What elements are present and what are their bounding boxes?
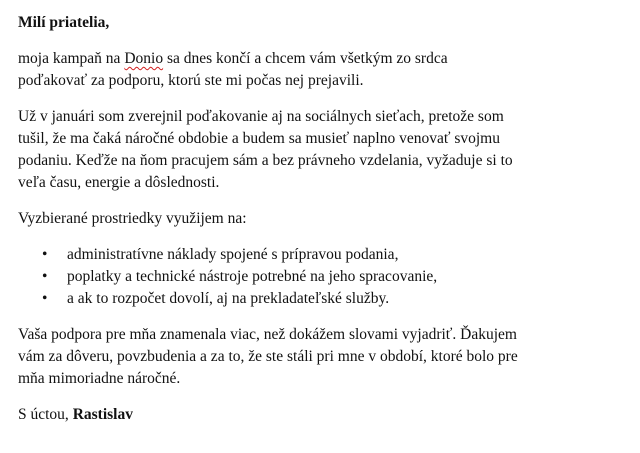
spellcheck-flagged-word[interactable]: Donio [124,50,164,67]
closing: S úctou, [18,406,69,423]
paragraph-context [18,106,634,194]
paragraph-context-line-1: Už v januári som zverejnil poďakovanie aj na sociálnych sieťach, pretože som [18,108,504,125]
paragraph-thanks-line-1-start: moja kampaň na [18,50,125,67]
bullet-icon: • [42,290,48,307]
paragraph-thanks [18,48,634,92]
signer-name: Rastislav [72,406,133,423]
paragraph-thanks-line-1 [18,48,634,70]
list-item-text: administratívne náklady spojené s prípravou podania, [67,246,399,263]
paragraph-gratitude-line-3: mňa mimoriadne náročné. [18,370,181,387]
paragraph-gratitude-line-1: Vaša podpora pre mňa znamenala viac, než dokážem slovami vyjadriť. Ďakujem [18,326,517,343]
signature-line [18,404,634,426]
paragraph-gratitude-line-2: vám za dôveru, povzbudenia a za to, že ste stáli pri mne v období, ktoré bolo pre [18,348,518,365]
paragraph-context-line-3: podaniu. Keďže na ňom pracujem sám a bez právneho vzdelania, vyžaduje si to [18,152,513,169]
paragraph-context-line-4: veľa času, energie a dôslednosti. [18,174,220,191]
paragraph-funds-intro: Vyzbierané prostriedky využijem na: [18,210,247,227]
document-body [18,12,634,440]
bullet-icon: • [42,246,48,263]
list-item-text: a ak to rozpočet dovolí, aj na prekladateľské služby. [67,290,390,307]
list-item [18,266,634,288]
list-item [18,288,634,310]
funds-bullet-list [18,244,634,310]
paragraph-gratitude [18,324,634,390]
bullet-icon: • [42,268,48,285]
list-item [18,244,634,266]
paragraph-thanks-line-2: poďakovať za podporu, ktorú ste mi počas nej prejavili. [18,72,364,89]
salutation: Milí priatelia, [18,14,110,31]
list-item-text: poplatky a technické nástroje potrebné na jeho spracovanie, [67,268,438,285]
paragraph-thanks-line-1-end: sa dnes končí a chcem vám všetkým zo srdca [163,50,448,67]
paragraph-context-line-2: tušil, že ma čaká náročné obdobie a budem sa musieť naplno venovať svojmu [18,130,500,147]
